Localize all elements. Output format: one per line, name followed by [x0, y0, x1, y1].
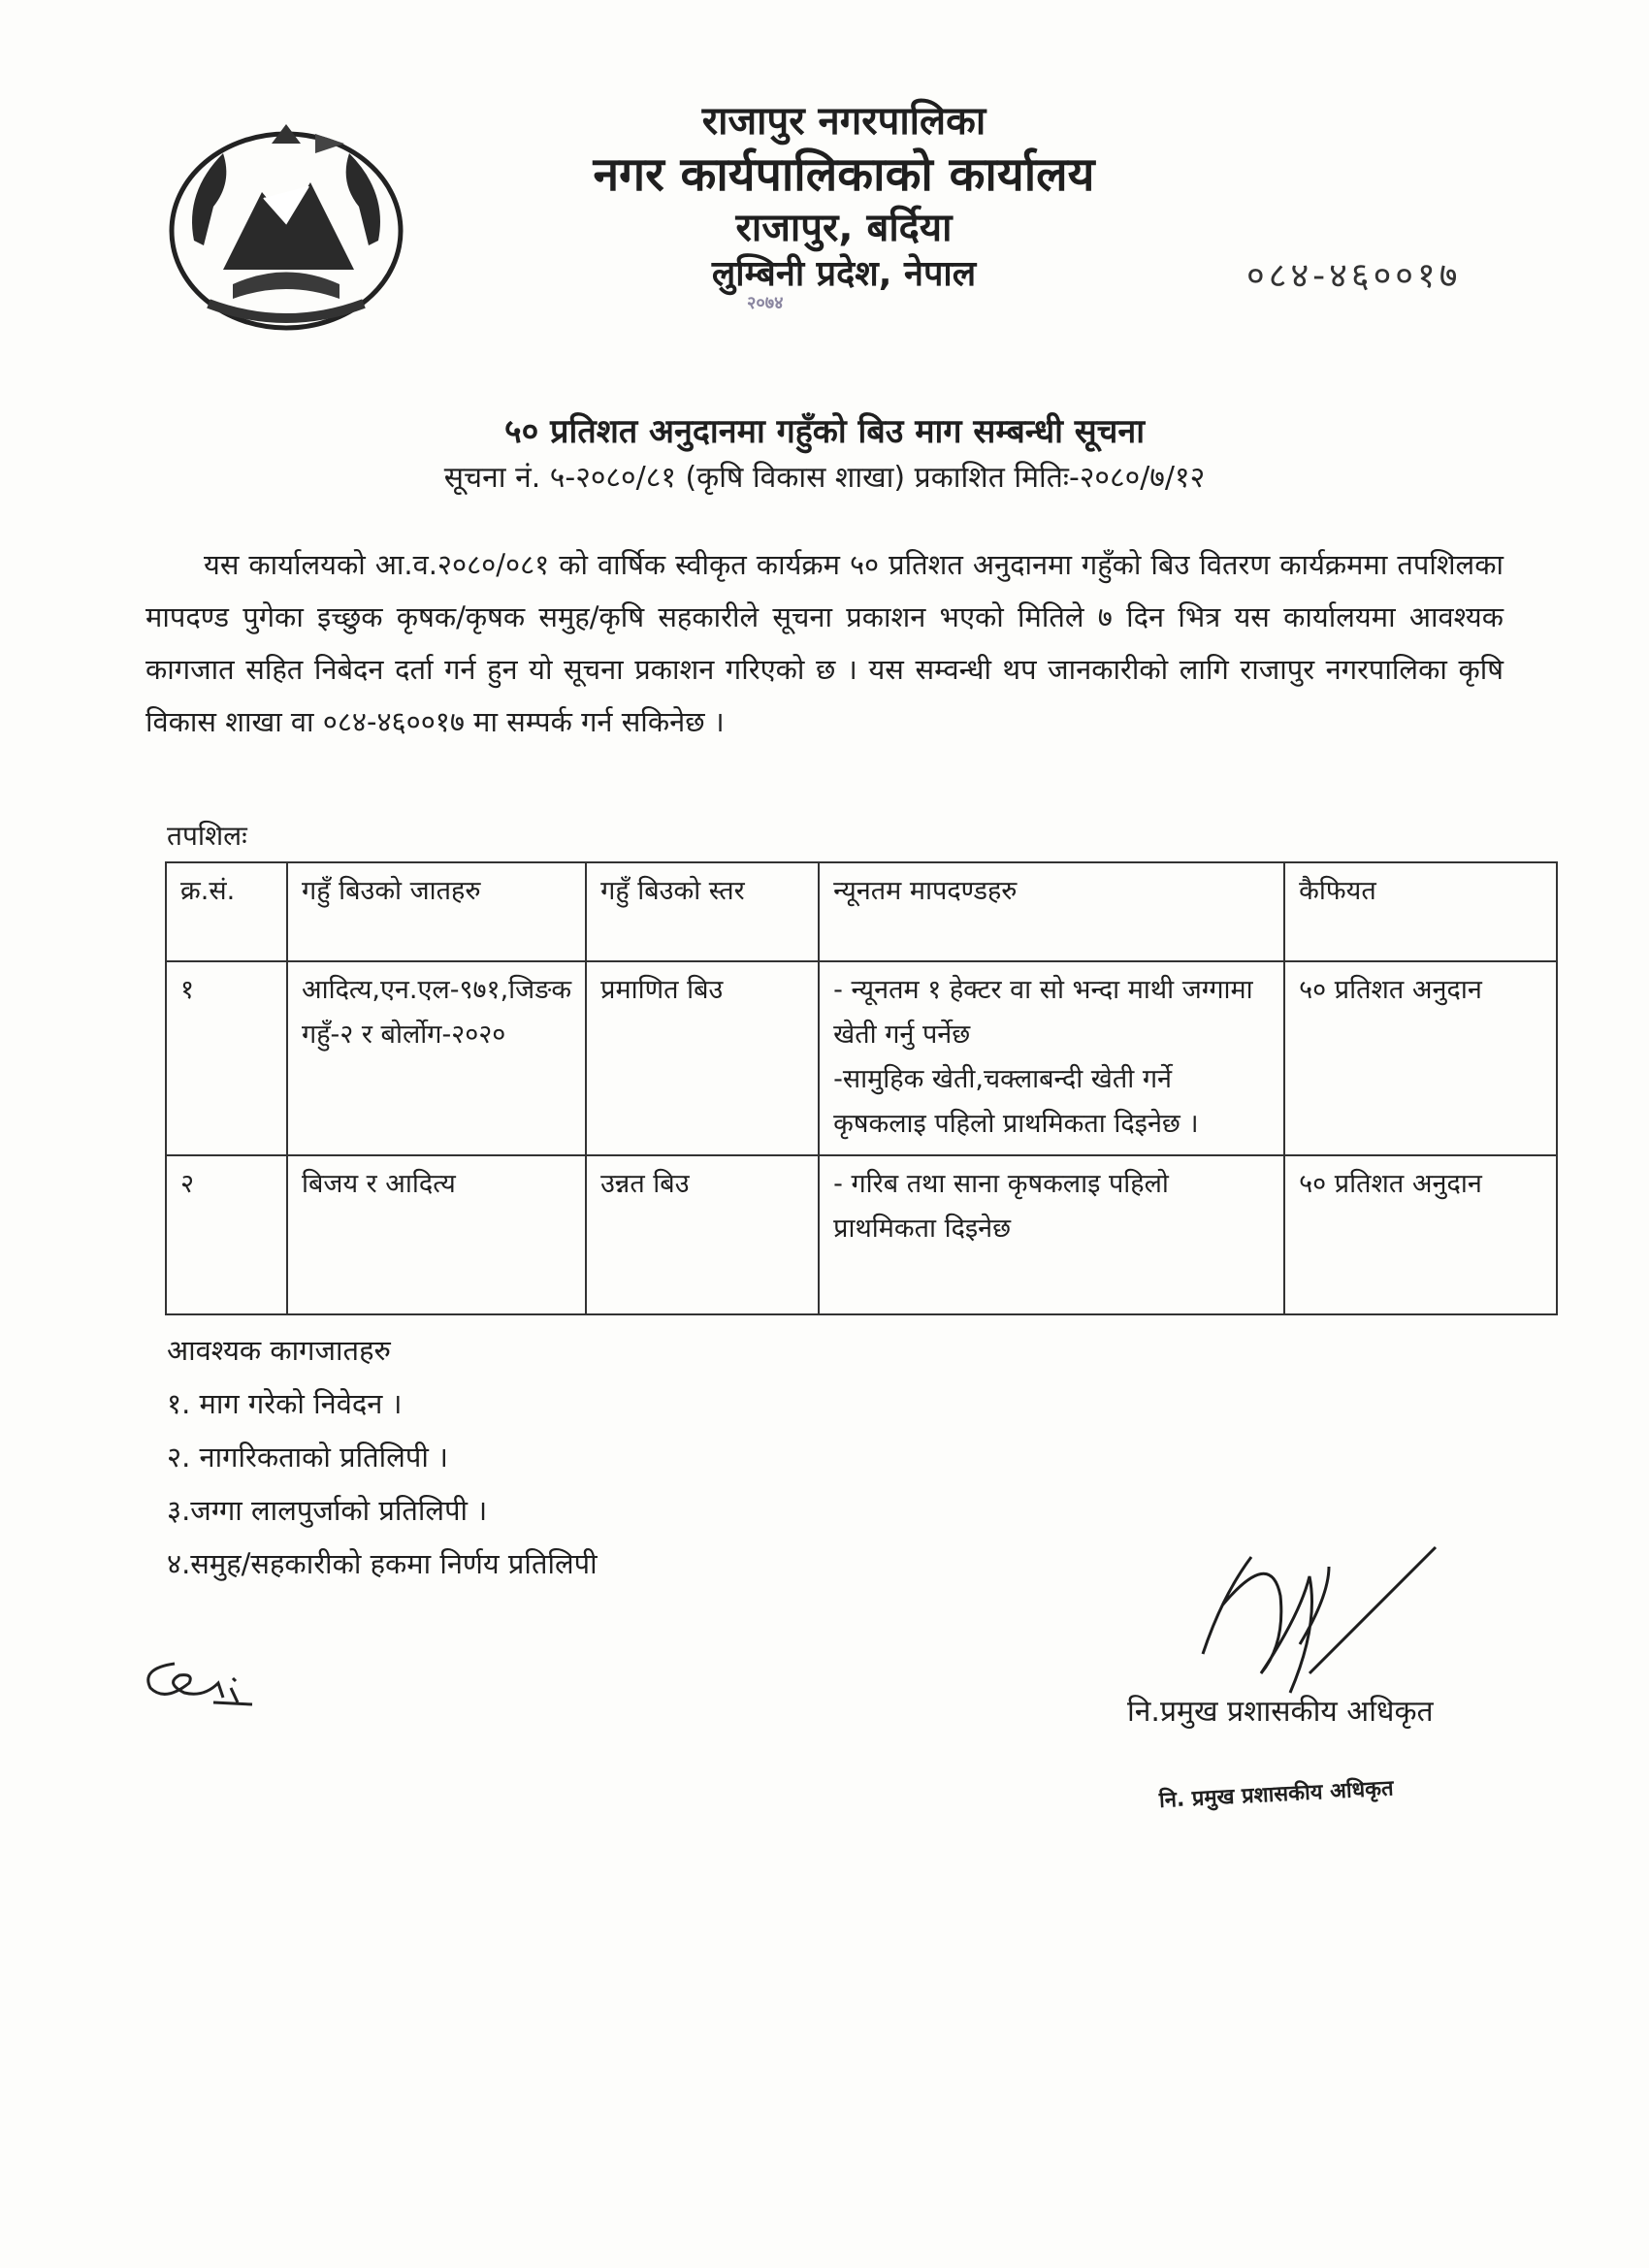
header-level: गहुँ बिउको स्तर	[586, 862, 819, 961]
cell-remarks: ५० प्रतिशत अनुदान	[1284, 1155, 1557, 1314]
notice-title: ५० प्रतिशत अनुदानमा गहुँको बिउ माग सम्बन्धी सूचना	[503, 412, 1146, 451]
cell-level: उन्नत बिउ	[586, 1155, 819, 1314]
list-item: ३.जग्गा लालपुर्जाको प्रतिलिपी ।	[167, 1494, 488, 1527]
cell-serial: १	[166, 961, 287, 1155]
officer-signature-icon	[1164, 1538, 1445, 1712]
header-variety: गहुँ बिउको जातहरु	[287, 862, 586, 961]
office-name: नगर कार्यपालिकाको कार्यालय	[593, 147, 1095, 202]
cell-level: प्रमाणित बिउ	[586, 961, 819, 1155]
phone-number: ०८४-४६००१७	[1246, 256, 1462, 296]
faint-stamp-year: २०७४	[747, 293, 784, 313]
notice-body	[146, 538, 1504, 748]
cell-serial: २	[166, 1155, 287, 1314]
cell-criteria: - गरिब तथा साना कृषकलाइ पहिलो प्राथमिकता दिइनेछ	[819, 1155, 1284, 1314]
required-documents	[167, 1324, 598, 1591]
table-row	[166, 1155, 1557, 1314]
cell-variety: बिजय र आदित्य	[287, 1155, 586, 1314]
notice-body-text: यस कार्यालयको आ.व.२०८०/०८१ को वार्षिक स्वीकृत कार्यक्रम ५० प्रतिशत अनुदानमा गहुँको बिउ वितरण कार्यक्रममा तपशिलका मापदण्ड पुगेका इच्छुक कृषक/कृषक समुह/कृषि सहकारीले सूचना प्रकाशन भएको मितिले ७ दिन भित्र यस कार्यालयमा आवश्यक कागजात सहित निबेदन दर्ता गर्न हुन यो सूचना प्रकाशन गरिएको छ । यस सम्वन्धी थप जानकारीको लागि राजापुर नगरपालिका कृषि विकास शाखा वा ०८४-४६००१७ मा सम्पर्क गर्न सकिनेछ ।	[146, 548, 1504, 738]
signatory-stamp: नि. प्रमुख प्रशासकीय अधिकृत	[1158, 1776, 1395, 1813]
header-remarks: कैफियत	[1284, 862, 1557, 961]
cell-variety: आदित्य,एन.एल-९७१,जिङक गहुँ-२ र बोर्लोग-२०२०	[287, 961, 586, 1155]
schedule-label: तपशिलः	[167, 820, 247, 852]
cell-criteria: - न्यूनतम १ हेक्टर वा सो भन्दा माथी जग्गामा खेती गर्नु पर्नेछ -सामुहिक खेती,चक्लाबन्दी खेती गर्ने कृषकलाइ पहिलो प्राथमिकता दिइनेछ ।	[819, 961, 1284, 1155]
table-row	[166, 961, 1557, 1155]
list-item: ४.समुह/सहकारीको हकमा निर्णय प्रतिलिपी	[167, 1547, 598, 1580]
notice-subtitle: सूचना नं. ५-२०८०/८१ (कृषि विकास शाखा) प्रकाशित मितिः-२०८०/७/१२	[443, 461, 1206, 495]
province-country: लुम्बिनी प्रदेश, नेपाल	[711, 254, 977, 294]
table-header-row	[166, 862, 1557, 961]
list-item: १. माग गरेको निवेदन ।	[167, 1387, 403, 1420]
cell-remarks: ५० प्रतिशत अनुदान	[1284, 961, 1557, 1155]
municipality-name: राजापुर नगरपालिका	[701, 99, 986, 144]
documents-heading: आवश्यक कागजातहरु	[167, 1334, 391, 1367]
office-address: राजापुर, बर्दिया	[735, 206, 953, 250]
nepal-emblem-icon	[155, 114, 417, 338]
signatory-title: नि.प्रमुख प्रशासकीय अधिकृत	[1127, 1695, 1434, 1729]
list-item: २. नागरिकताको प्रतिलिपी ।	[167, 1441, 449, 1474]
header-criteria: न्यूनतम मापदण्डहरु	[819, 862, 1284, 961]
header-serial: क्र.सं.	[166, 862, 287, 961]
initials-signature-icon	[136, 1644, 262, 1712]
office-header	[543, 97, 1145, 296]
schedule-table	[165, 861, 1558, 1315]
